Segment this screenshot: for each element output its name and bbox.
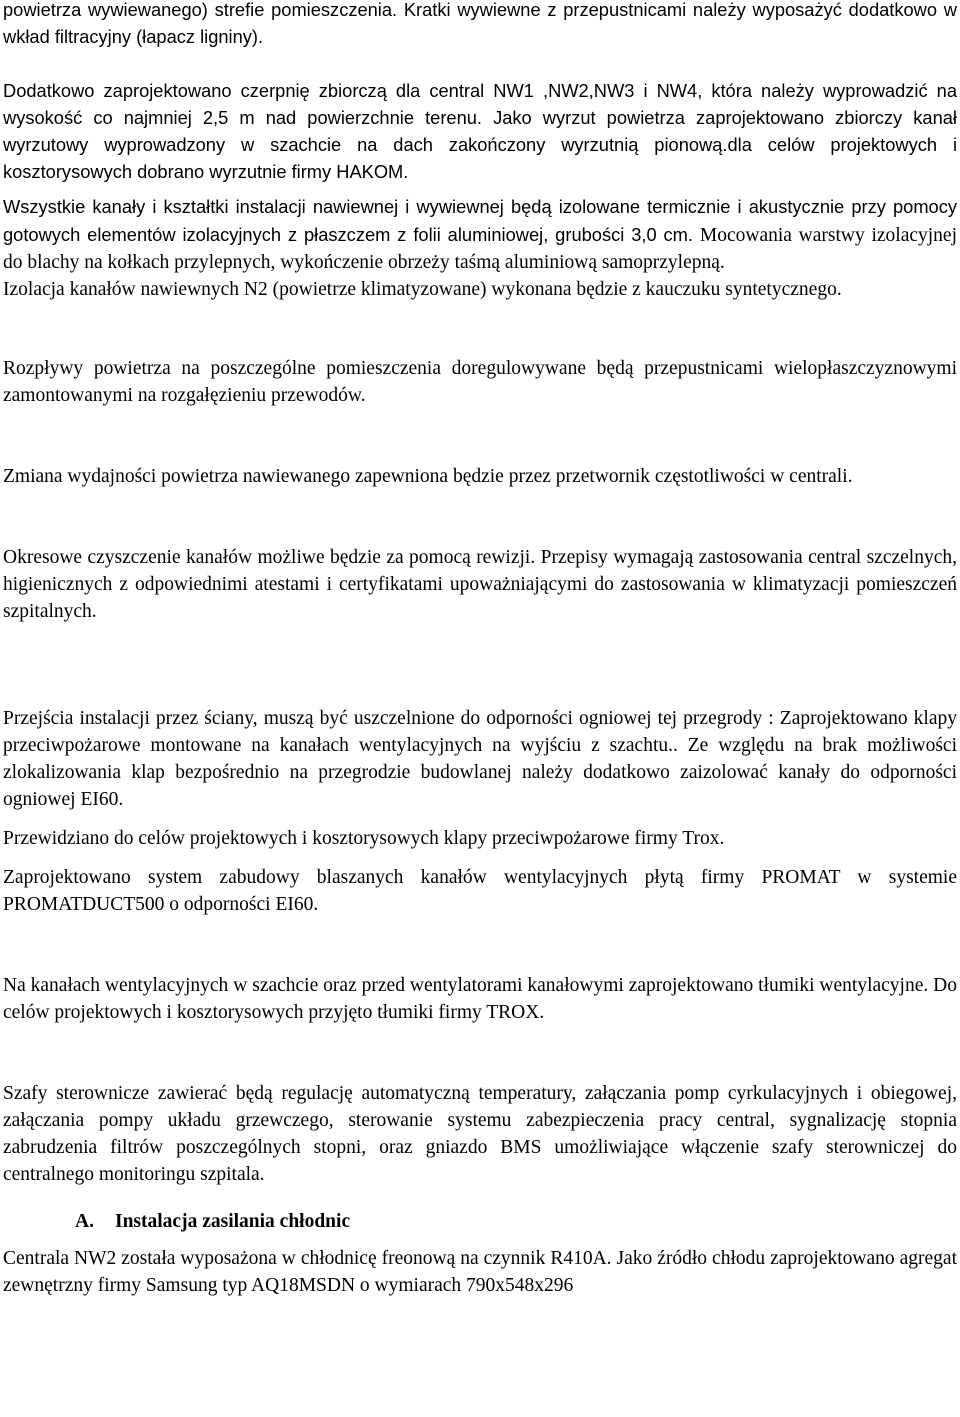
paragraph-trox-dampers: Przewidziano do celów projektowych i kosztorysowych klapy przeciwpożarowe firmy Trox. bbox=[3, 828, 725, 849]
document-page bbox=[3, 0, 957, 1299]
paragraph-n2-insulation: Izolacja kanałów nawiewnych N2 (powietrze klimatyzowane) wykonana będzie z kauczuku syntetycznego. bbox=[3, 279, 842, 300]
paragraph-silencers: Na kanałach wentylacyjnych w szachcie oraz przed wentylatorami kanałowymi zaprojektowano tłumiki wentylacyjne. Do celów projektowych i kosztorysowych przyjęto tłumiki firmy TROX. bbox=[3, 975, 957, 1023]
paragraph-duct-cleaning: Okresowe czyszczenie kanałów możliwe będzie za pomocą rewizji. Przepisy wymagają zastosowania central szczelnych, higienicznych z odpowiednimi atestami i certyfikatami upoważniającymi do zastosowania w klimatyzacji pomieszczeń szpitalnych. bbox=[3, 547, 957, 622]
paragraph-air-intake bbox=[3, 77, 957, 185]
text-insulation-elements: Wszystkie kanały i kształtki instalacji nawiewnej i wywiewnej będą izolowane termicznie i akustycznie przy pomocy gotowych elementów izolacyjnych z płaszczem z folii aluminiowej, grubości 3,0 cm. bbox=[3, 196, 957, 245]
paragraph-control-cabinets: Szafy sterownicze zawierać będą regulację automatyczną temperatury, załączania pomp cyrkulacyjnych i obiegowej, załączania pompy układu grzewczego, sterowanie systemu zabezpieczenia pracy central, sygnalizację stopnia zabrudzenia filtrów poszczególnych stopni, oraz gniazdo BMS umożliwiające włączenie szafy sterowniczej do centralnego monitoringu szpitala. bbox=[3, 1083, 957, 1185]
text-insulation-mounting: Mocowania warstwy izolacyjnej do blachy na kołkach przylepnych, wykończenie obrzeży taśmą aluminiową samoprzylepną. bbox=[3, 225, 957, 273]
paragraph-exhaust-grilles: powietrza wywiewanego) strefie pomieszczenia. Kratki wywiewne z przepustnicami należy wyposażyć dodatkowo w wkład filtracyjny (łapacz ligniny). bbox=[3, 0, 957, 47]
section-heading bbox=[75, 1208, 957, 1235]
text-air-intake: Dodatkowo zaprojektowano czerpnię zbiorczą dla central NW1 ,NW2,NW3 i NW4, która należy wyprowadzić na wysokość co najmniej 2,5 m nad powierzchnie terenu. bbox=[3, 80, 957, 128]
paragraph-air-distribution: Rozpływy powietrza na poszczególne pomieszczenia doregulowywane będą przepustnicami wielopłaszczyznowymi zamontowanymi na rozgałęzieniu przewodów. bbox=[3, 358, 957, 406]
section-number: A. bbox=[75, 1211, 94, 1232]
paragraph-fire-dampers: Przejścia instalacji przez ściany, muszą być uszczelnione do odporności ogniowej tej przegrody : Zaprojektowano klapy przeciwpożarowe montowane na kanałach wentylacyjnych na wyjściu z szachtu.. Ze względu na brak możliwości zlokalizowania klap bezpośrednio na przegrodzie budowlanej należy dodatkowo zaizolować kanały do odporności ogniowej EI60. bbox=[3, 708, 957, 810]
text-exhaust-outlet: Jako wyrzut powietrza zaprojektowano zbiorczy kanał wyrzutowy wyprowadzony w szachcie na dach zakończony wyrzutnią pionową.dla celów projektowych i kosztorysowych dobrano wyrzutnie firmy HAKOM. bbox=[3, 107, 957, 182]
paragraph-cooling-supply: Centrala NW2 została wyposażona w chłodnicę freonową na czynnik R410A. Jako źródło chłodu zaprojektowano agregat zewnętrzny firmy Samsung typ AQ18MSDN o wymiarach 790x548x296 bbox=[3, 1248, 957, 1296]
paragraph-frequency-converter: Zmiana wydajności powietrza nawiewanego zapewniona będzie przez przetwornik częstotliwości w centrali. bbox=[3, 466, 853, 487]
paragraph-duct-insulation bbox=[3, 193, 957, 276]
section-title: Instalacja zasilania chłodnic bbox=[115, 1211, 351, 1232]
paragraph-promat-system: Zaprojektowano system zabudowy blaszanych kanałów wentylacyjnych płytą firmy PROMAT w systemie PROMATDUCT500 o odporności EI60. bbox=[3, 867, 957, 915]
